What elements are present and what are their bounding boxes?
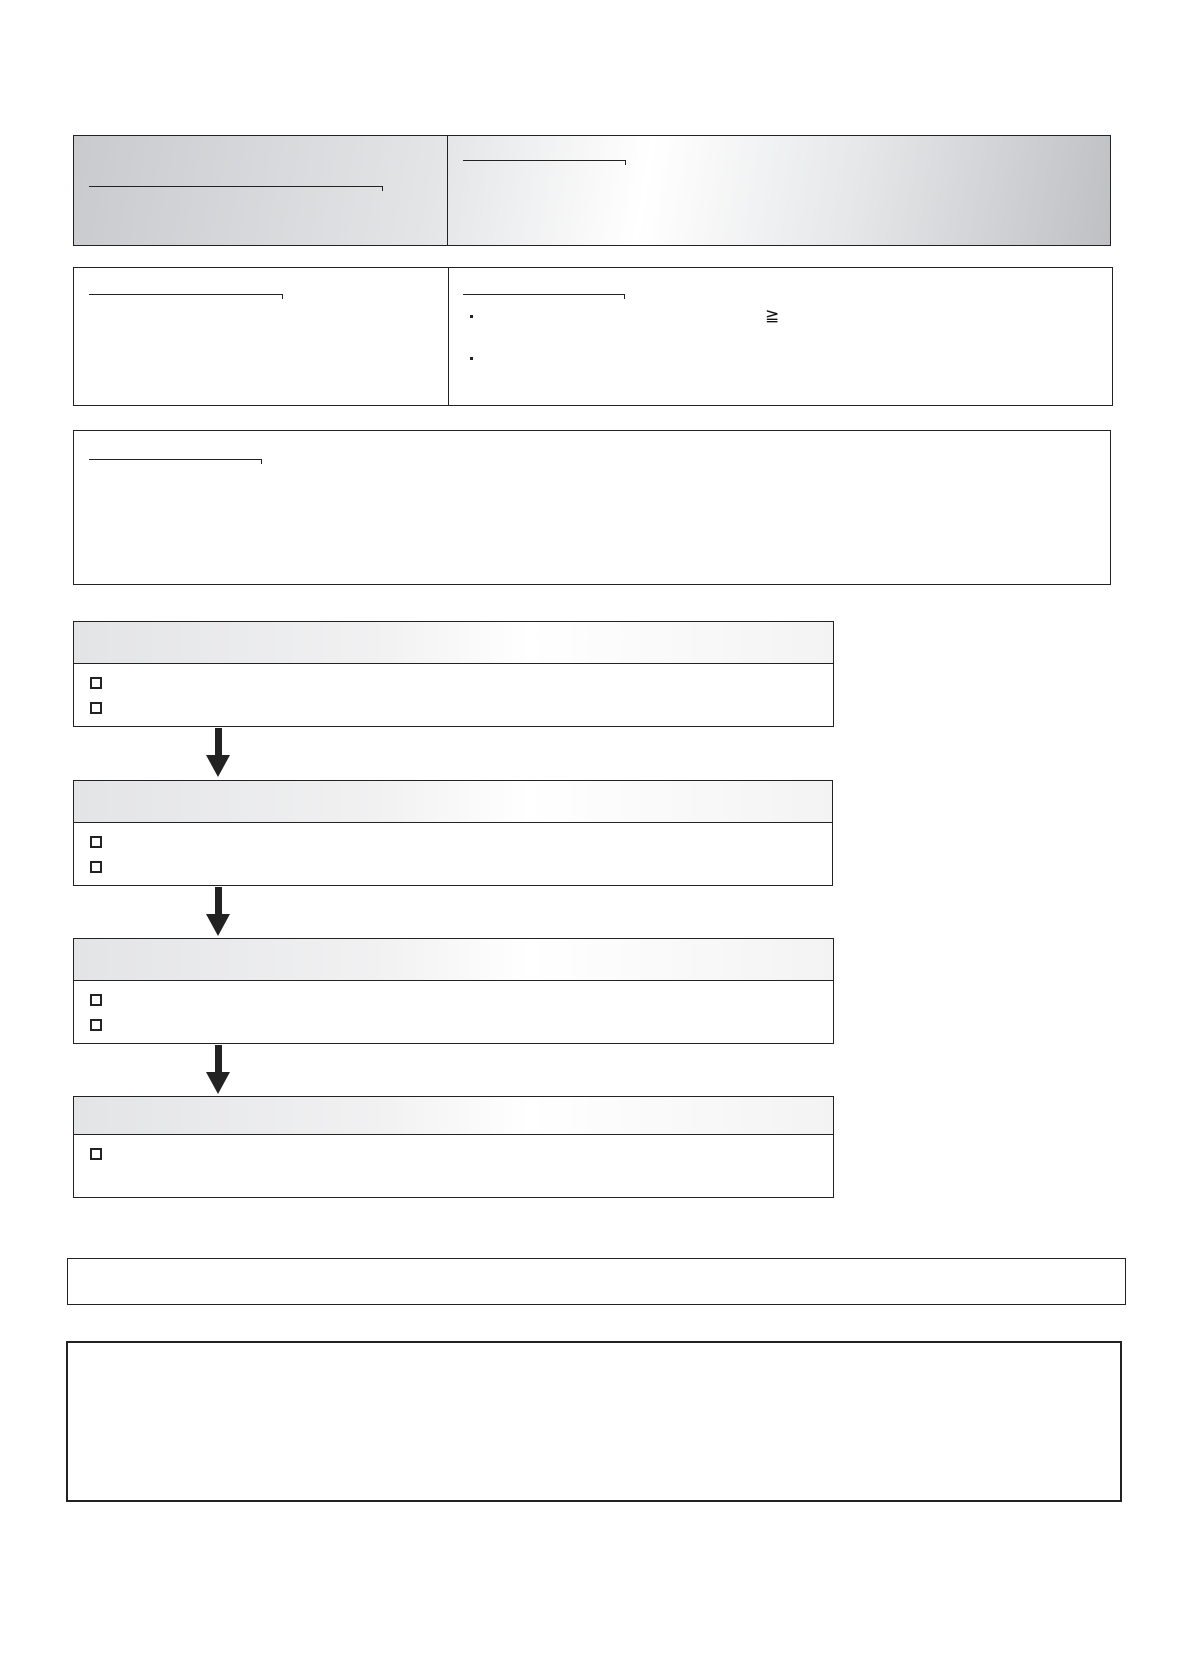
- step-header: [74, 622, 833, 664]
- checkbox[interactable]: [90, 1019, 102, 1031]
- step-box: [73, 1096, 834, 1198]
- checkbox[interactable]: [90, 1148, 102, 1160]
- checkbox[interactable]: [90, 836, 102, 848]
- header-left-title-underline: [89, 186, 382, 187]
- step-header: [74, 939, 833, 981]
- info-bullet: [470, 357, 473, 360]
- step-box: [73, 938, 834, 1044]
- greater-equal-symbol: ≧: [765, 306, 780, 326]
- checkbox[interactable]: [90, 702, 102, 714]
- footer-note-panel: [66, 1341, 1122, 1502]
- checkbox[interactable]: [90, 994, 102, 1006]
- info-left-heading-underline: [89, 294, 282, 295]
- step-box: [73, 780, 833, 886]
- info-bullet: [470, 315, 473, 318]
- description-panel: [73, 430, 1111, 585]
- footer-bar: [67, 1258, 1126, 1305]
- checkbox[interactable]: [90, 861, 102, 873]
- step-header: [74, 1097, 833, 1135]
- step-header: [74, 781, 832, 823]
- description-heading-underline: [89, 459, 261, 460]
- header-band: [73, 135, 1111, 246]
- header-right-title-underline: [463, 160, 625, 161]
- info-divider: [448, 268, 449, 405]
- step-box: [73, 621, 834, 727]
- header-divider: [447, 136, 448, 245]
- info-right-heading-underline: [463, 294, 624, 295]
- info-panel: [73, 267, 1113, 406]
- checkbox[interactable]: [90, 677, 102, 689]
